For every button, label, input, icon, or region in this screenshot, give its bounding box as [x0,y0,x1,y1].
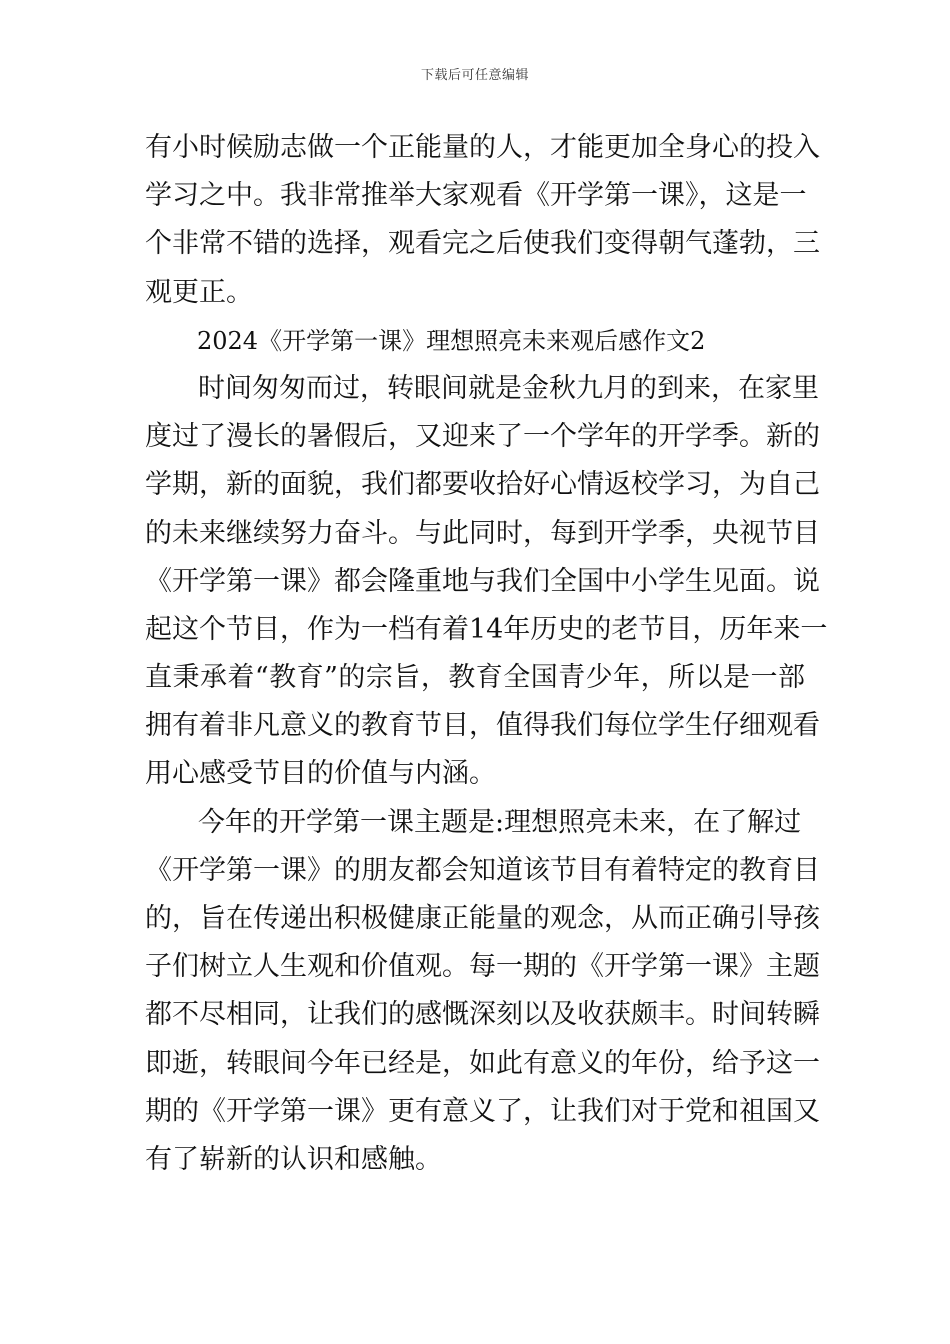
text-line: 《开学第一课》的朋友都会知道该节目有着特定的教育目 [145,854,820,886]
text-line: 《开学第一课》都会隆重地与我们全国中小学生见面。说 [145,565,820,597]
text-line: 学期，新的面貌，我们都要收拾好心情返校学习，为自己 [145,469,820,501]
text-line: 起这个节目，作为一档有着14年历史的老节目，历年来一 [145,613,828,645]
text-line: 时间匆匆而过，转眼间就是金秋九月的到来，在家里 [198,372,819,404]
text-line: 度过了漫长的暑假后，又迎来了一个学年的开学季。新的 [145,421,820,453]
text-line: 观更正。 [145,276,253,308]
text-line: 子们树立人生观和价值观。每一期的《开学第一课》主题 [145,951,820,983]
text-line: 个非常不错的选择，观看完之后使我们变得朝气蓬勃，三 [145,228,820,260]
text-line: 期的《开学第一课》更有意义了，让我们对于党和祖国又 [145,1095,820,1127]
text-line: 直秉承着“教育”的宗旨，教育全国青少年，所以是一部 [145,662,805,694]
text-line: 有小时候励志做一个正能量的人，才能更加全身心的投入 [145,132,820,163]
text-line: 即逝，转眼间今年已经是，如此有意义的年份，给予这一 [145,1047,820,1079]
text-line: 有了崭新的认识和感触。 [145,1143,442,1175]
text-line: 都不尽相同，让我们的感慨深刻以及收获颇丰。时间转瞬 [145,999,820,1031]
section-title: 2024《开学第一课》理想照亮未来观后感作文2 [197,326,706,355]
text-line: 学习之中。我非常推举大家观看《开学第一课》，这是一 [145,180,807,212]
text-line: 用心感受节目的价值与内涵。 [145,758,496,790]
text-line: 的未来继续努力奋斗。与此同时，每到开学季，央视节目 [145,517,820,549]
text-line: 拥有着非凡意义的教育节目，值得我们每位学生仔细观看 [145,710,820,742]
body-text [145,124,828,1184]
text-line: 今年的开学第一课主题是:理想照亮未来，在了解过 [198,806,802,838]
text-line: 的，旨在传递出积极健康正能量的观念，从而正确引导孩 [145,903,820,934]
header-note: 下载后可任意编辑 [420,68,529,83]
